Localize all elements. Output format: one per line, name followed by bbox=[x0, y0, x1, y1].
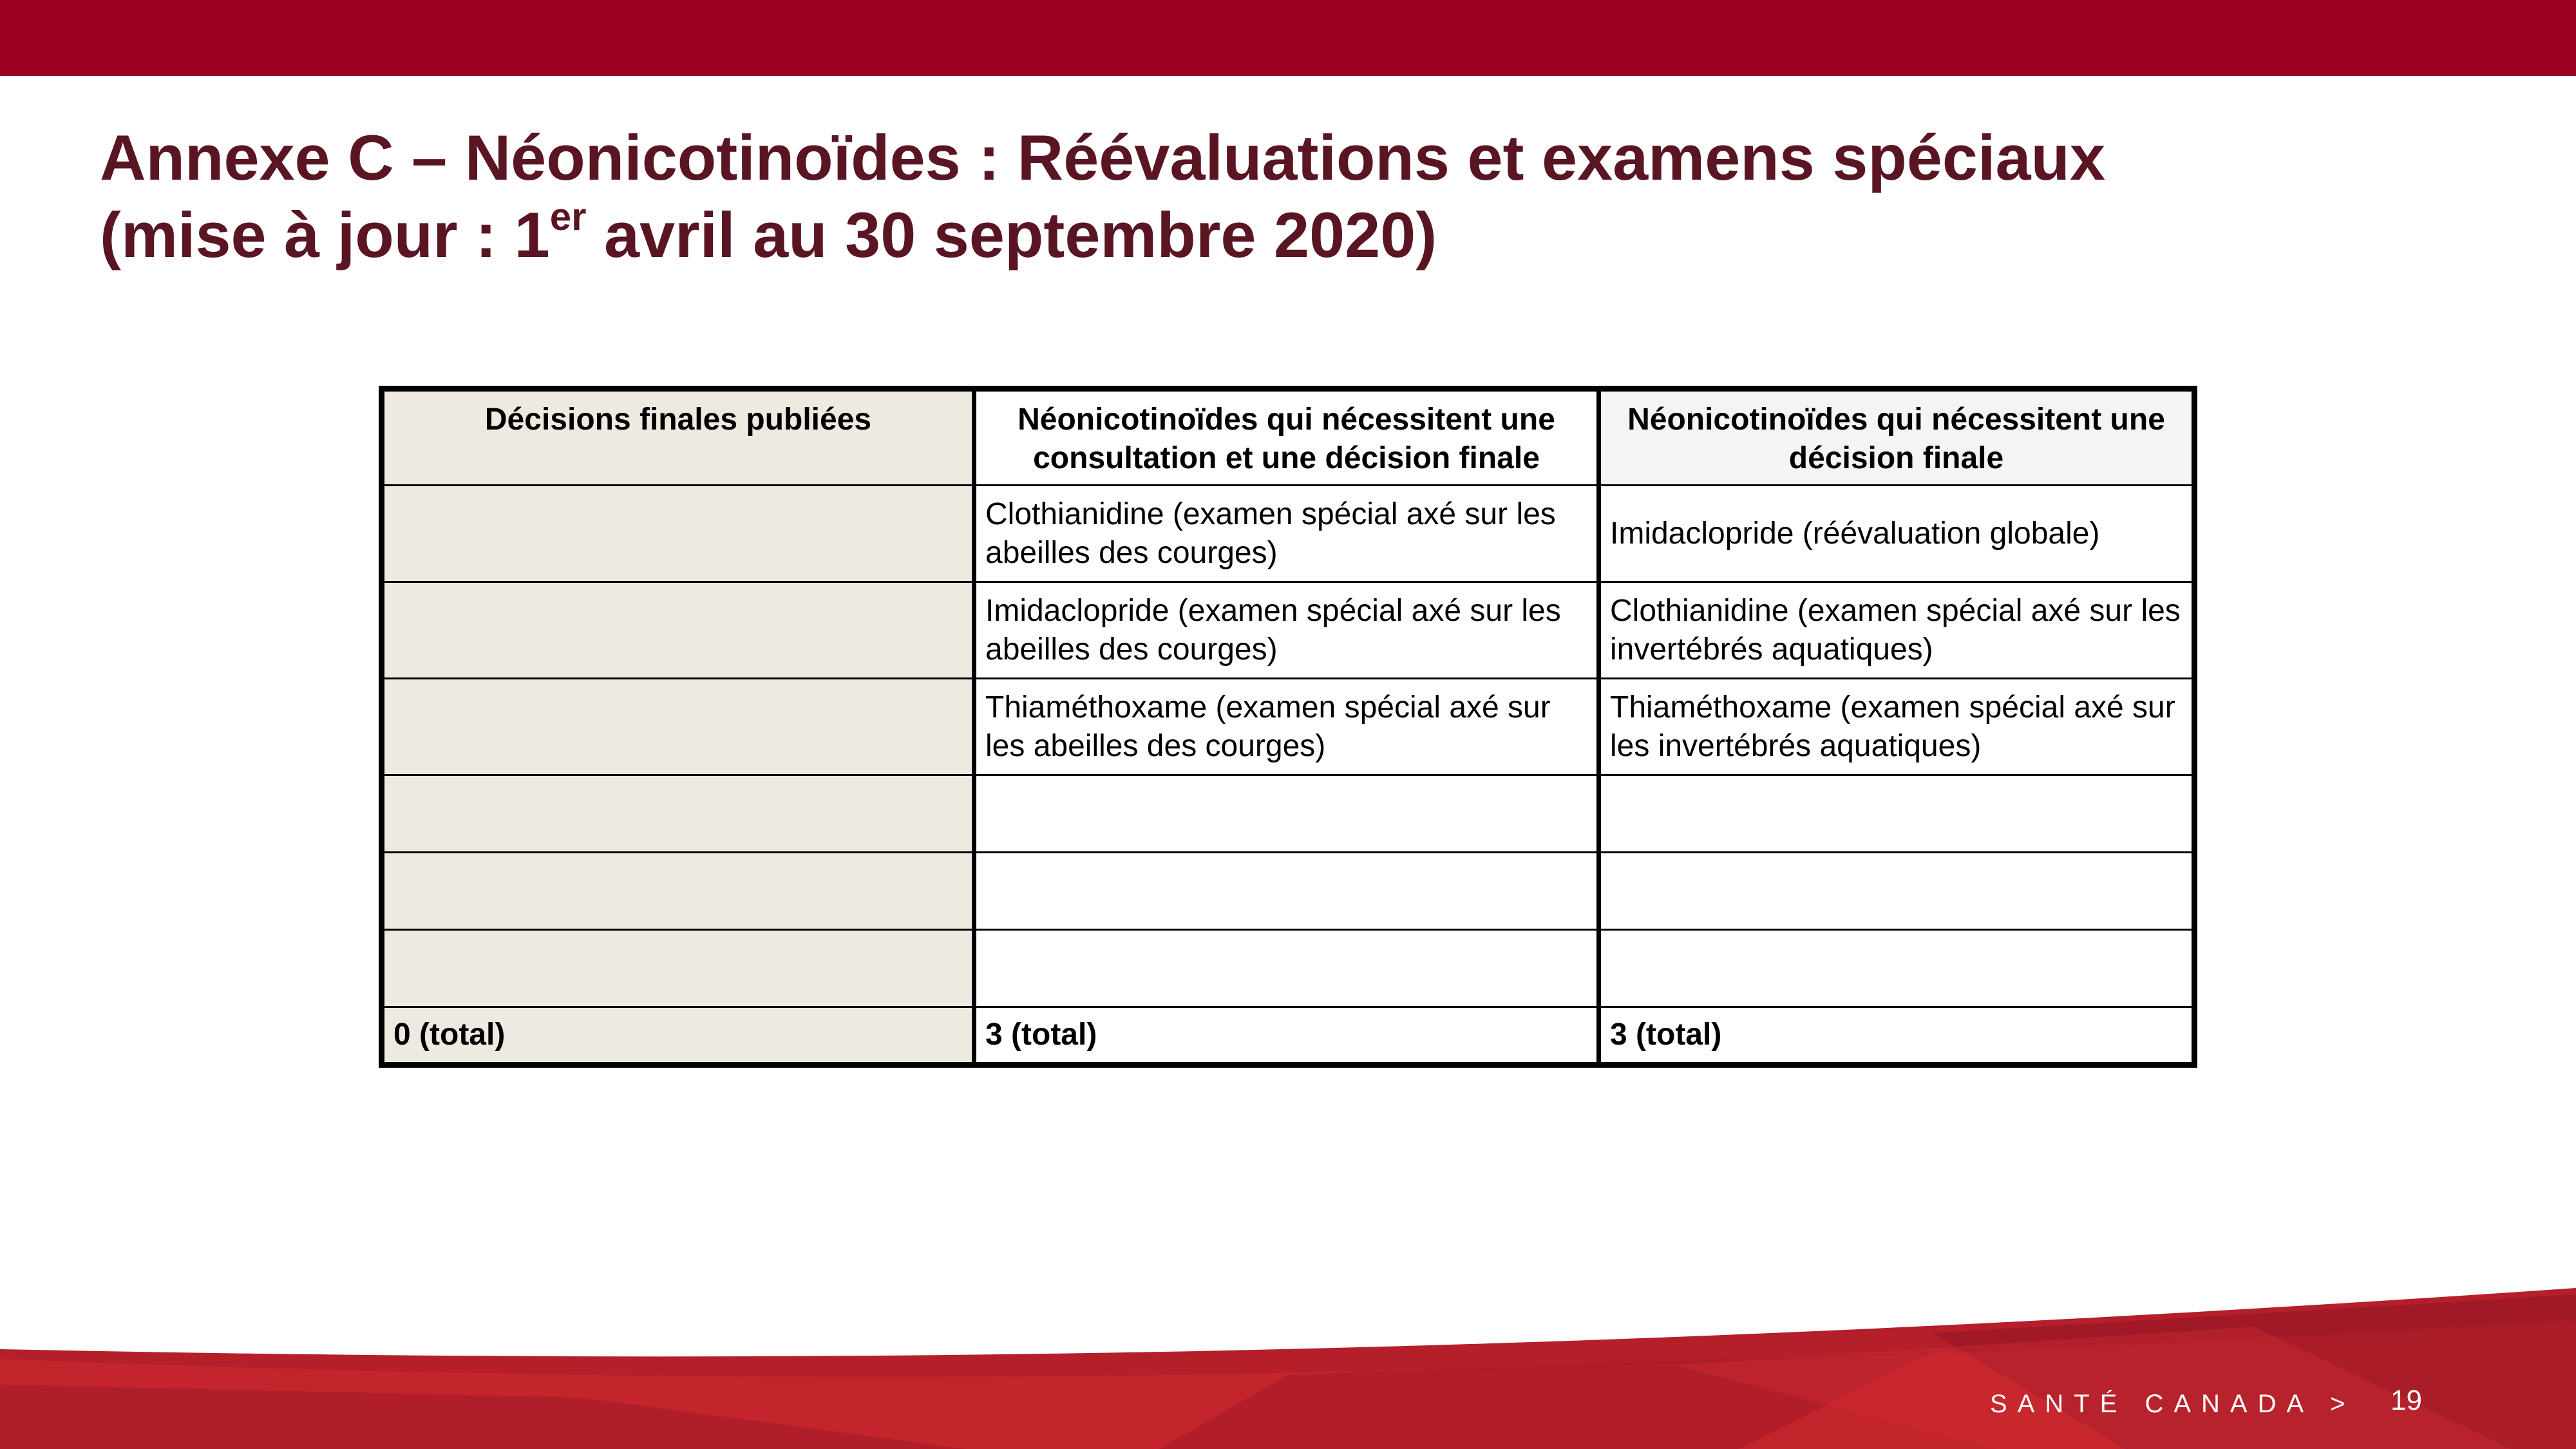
slide-title bbox=[100, 119, 2418, 274]
table-cell bbox=[1599, 853, 2195, 930]
header-published-decisions: Décisions finales publiées bbox=[382, 389, 974, 486]
table-cell bbox=[974, 930, 1599, 1007]
table-cell bbox=[1599, 930, 2195, 1007]
header-final-decision: Néonicotinoïdes qui nécessitent une décision finale bbox=[1599, 389, 2195, 486]
footer-swoosh bbox=[0, 1262, 2576, 1449]
title-superscript: er bbox=[549, 195, 587, 238]
table-row bbox=[382, 582, 2195, 679]
table-cell: Imidaclopride (réévaluation globale) bbox=[1599, 486, 2195, 582]
table-cell bbox=[382, 930, 974, 1007]
table-cell bbox=[382, 853, 974, 930]
table-cell: Thiaméthoxame (examen spécial axé sur les abeilles des courges) bbox=[974, 679, 1599, 775]
total-consultation-and-decision: 3 (total) bbox=[974, 1007, 1599, 1065]
page-number: 19 bbox=[2391, 1385, 2422, 1416]
table-cell: Imidaclopride (examen spécial axé sur les abeilles des courges) bbox=[974, 582, 1599, 679]
total-published-decisions: 0 (total) bbox=[382, 1007, 974, 1065]
table-cell bbox=[1599, 775, 2195, 853]
table-cell bbox=[382, 679, 974, 775]
header-consultation-and-decision: Néonicotinoïdes qui nécessitent une consultation et une décision finale bbox=[974, 389, 1599, 486]
table-cell: Clothianidine (examen spécial axé sur les abeilles des courges) bbox=[974, 486, 1599, 582]
top-bar bbox=[0, 0, 2576, 76]
table-cell: Thiaméthoxame (examen spécial axé sur les invertébrés aquatiques) bbox=[1599, 679, 2195, 775]
brand-sante-canada: SANTÉ CANADA > bbox=[1990, 1390, 2356, 1418]
neonicotinoid-table bbox=[379, 386, 2197, 1068]
title-line-2-suffix: avril au 30 septembre 2020) bbox=[586, 199, 1437, 270]
table-total-row bbox=[382, 1007, 2195, 1065]
table-row bbox=[382, 486, 2195, 582]
table-cell: Clothianidine (examen spécial axé sur les invertébrés aquatiques) bbox=[1599, 582, 2195, 679]
table-row bbox=[382, 679, 2195, 775]
table-cell bbox=[974, 853, 1599, 930]
table-cell bbox=[382, 775, 974, 853]
table-header-row bbox=[382, 389, 2195, 486]
table-row bbox=[382, 853, 2195, 930]
total-final-decision: 3 (total) bbox=[1599, 1007, 2195, 1065]
table-cell bbox=[382, 582, 974, 679]
title-line-2-prefix: (mise à jour : 1 bbox=[100, 199, 550, 270]
table-cell bbox=[974, 775, 1599, 853]
title-line-1: Annexe C – Néonicotinoïdes : Réévaluations et examens spéciaux bbox=[100, 122, 2106, 193]
table-cell bbox=[382, 486, 974, 582]
table-row bbox=[382, 775, 2195, 853]
table-row bbox=[382, 930, 2195, 1007]
